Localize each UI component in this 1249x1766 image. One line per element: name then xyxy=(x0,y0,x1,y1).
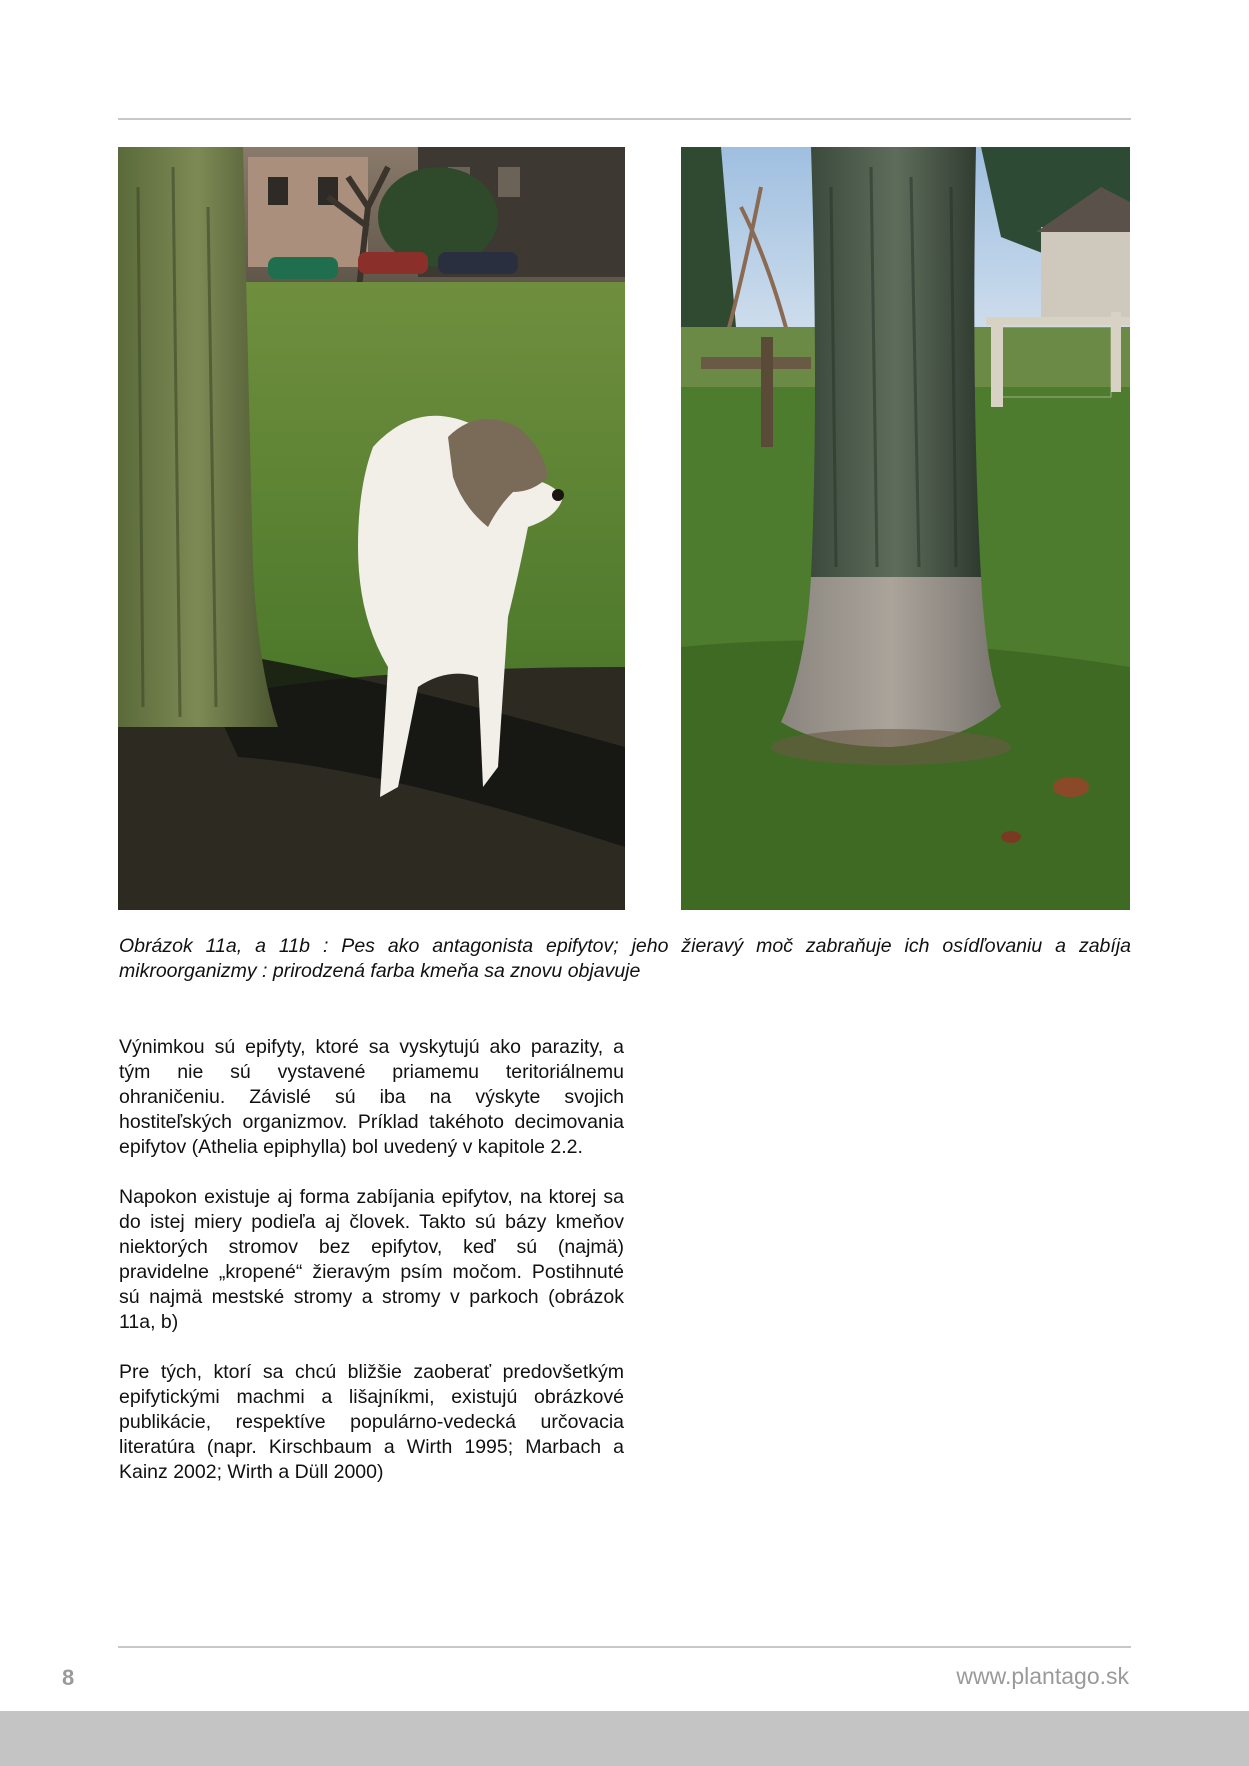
footer-website-url: www.plantago.sk xyxy=(956,1663,1129,1689)
body-text-column xyxy=(119,1035,624,1510)
body-paragraph-1: Výnimkou sú epifyty, ktoré sa vyskytujú ako parazity, a tým nie sú vystavené priamemu teritoriálnemu ohraničeniu. Závislé sú iba na výskyte svojich hostiteľských organizmov. Príklad takéhoto decimovania epifytov (Athelia epiphylla) bol uvedený v kapitole 2.2. xyxy=(119,1036,624,1158)
figure-11b-photo xyxy=(681,147,1130,910)
footer-rule xyxy=(118,1646,1131,1648)
figure-11a-photo xyxy=(118,147,625,910)
figure-caption: Obrázok 11a, a 11b : Pes ako antagonista epifytov; jeho žieravý moč zabraňuje ich osídľovaniu a zabíja mikroorganizmy : prirodzená farba kmeňa sa znovu objavuje xyxy=(119,935,1131,982)
body-paragraph-2: Napokon existuje aj forma zabíjania epifytov, na ktorej sa do istej miery podieľa aj človek. Takto sú bázy kmeňov niektorých stromov bez epifytov, keď sú (najmä) pravidelne „kropené“ žieravým psím močom. Postihnuté sú najmä mestské stromy a stromy v parkoch (obrázok 11a, b) xyxy=(119,1186,624,1333)
page-number: 8 xyxy=(62,1665,75,1690)
body-paragraph-3: Pre tých, ktorí sa chcú bližšie zaoberať predovšetkým epifytickými machmi a lišajníkmi, existujú obrázkové publikácie, respektíve populárno-vedecká určovacia literatúra (napr. Kirschbaum a Wirth 1995; Marbach a Kainz 2002; Wirth a Düll 2000) xyxy=(119,1361,624,1483)
header-rule xyxy=(118,118,1131,120)
viewer-bottom-band xyxy=(0,1711,1249,1766)
